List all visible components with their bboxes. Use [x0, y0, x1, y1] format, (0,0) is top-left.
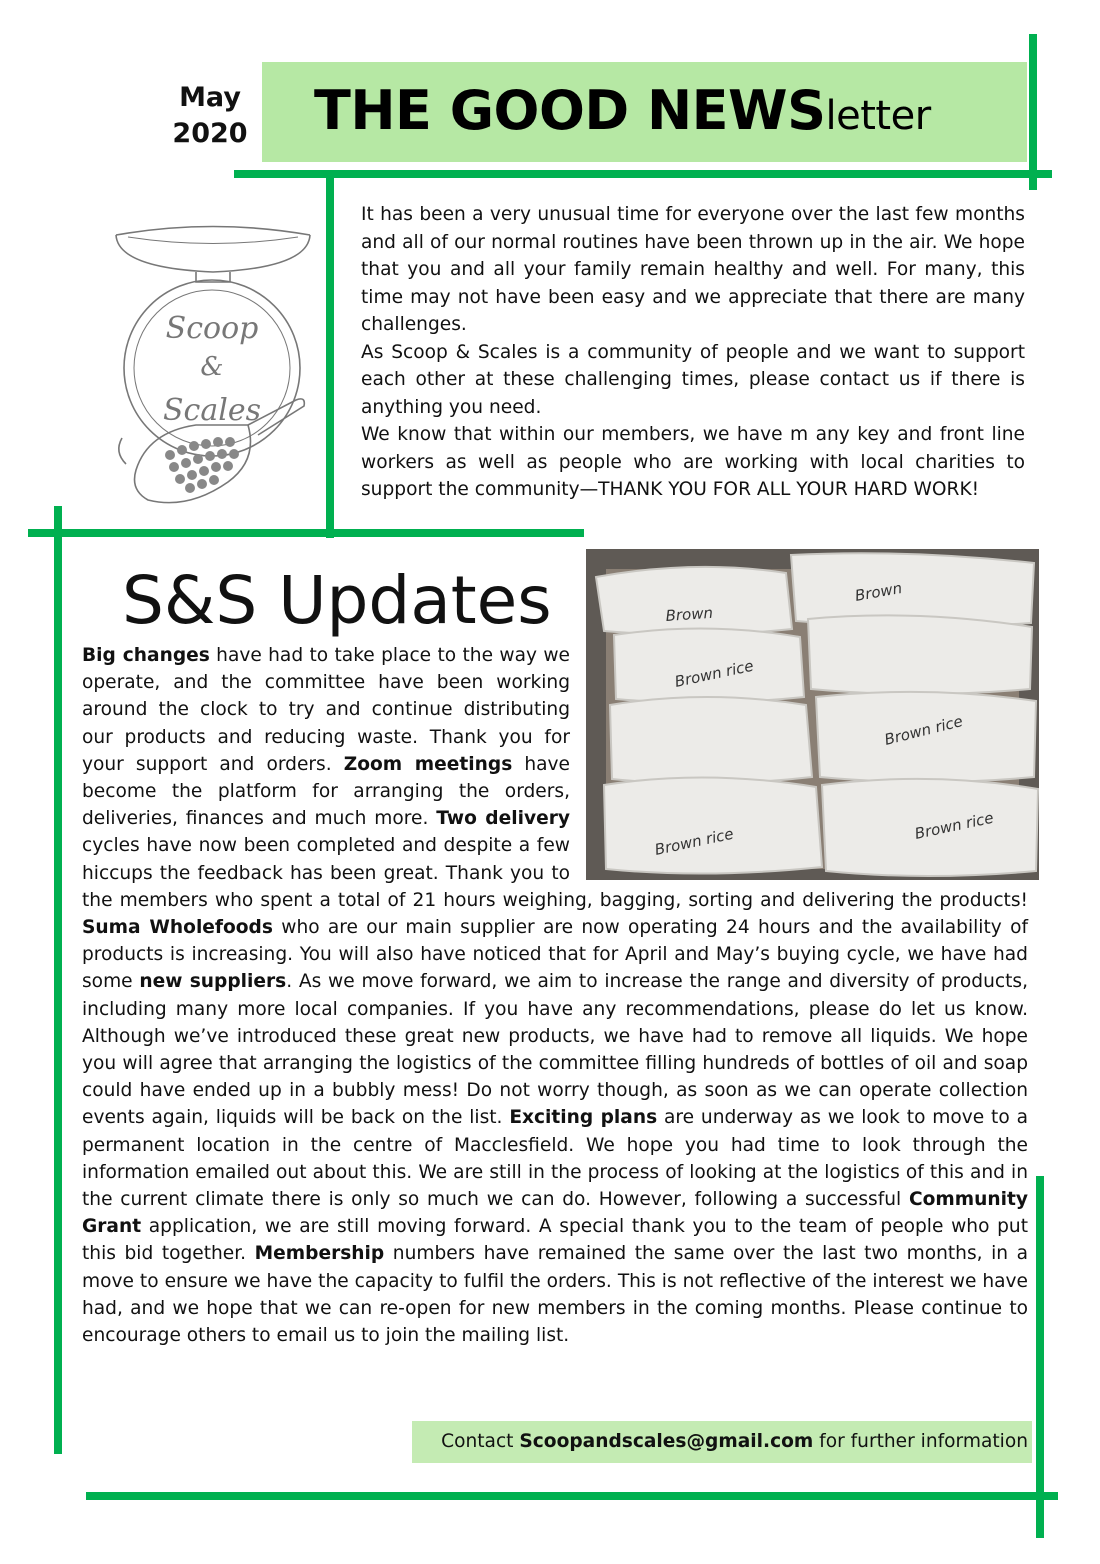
highlight: Membership	[254, 1243, 385, 1265]
intro-paragraph: As Scoop & Scales is a community of people and we want to support each other at these challenging times, please contact us if there is anything you need.	[361, 341, 1025, 418]
section-divider-bar	[28, 529, 584, 537]
intro-text	[361, 201, 1025, 504]
photo-label: Brown	[853, 578, 904, 605]
photo-label: Brown rice	[882, 712, 965, 749]
header-underline-bar	[234, 170, 1052, 178]
photo-label: Brown	[665, 603, 714, 625]
updates-heading: S&S Updates	[122, 562, 552, 639]
text-run: are underway as we look to move to a permanent location in the centre of Macclesfield. We hope you had time to look through the information emailed out about this. We are still in the process of looking at the logistics of this and in the current climate there is only so much we can do. However, following a successful	[82, 1107, 1028, 1211]
highlight: new suppliers	[139, 971, 287, 993]
footer-bar	[86, 1492, 1058, 1500]
text-run: application, we are still moving forward. A special thank you to the team of people who put this bid together.	[82, 1216, 1028, 1265]
left-vertical-bar	[54, 506, 62, 1454]
top-right-vertical-bar	[1029, 34, 1037, 190]
logo-text-line1: Scoop	[165, 311, 259, 346]
photo-label: Brown rice	[913, 808, 996, 843]
text-run: have become the platform for arranging the orders, deliveries, finances and much more.	[82, 753, 570, 830]
logo-text-line2: &	[200, 352, 224, 382]
photo-label: Brown rice	[653, 824, 736, 859]
text-run: have had to take place to the way we operate, and the committee have been working around the clock to try and continue distributing our products and reducing waste. Thank you for your support and orders.	[82, 645, 570, 775]
text-run: cycles have now been completed and despite a few hiccups the feedback has been great. Thank you to the members who spent a total of 21 hours weighing, bagging, sorting and delivering the products!	[82, 835, 1028, 911]
issue-month: May	[179, 82, 241, 113]
highlight: Zoom meetings	[343, 753, 513, 775]
highlight: Community Grant	[82, 1189, 1028, 1238]
highlight: Big changes	[82, 645, 210, 666]
updates-text	[82, 642, 1028, 1349]
photo-label: Brown rice	[673, 656, 756, 691]
title-suffix: letter	[825, 93, 931, 139]
intro-paragraph: It has been a very unusual time for everyone over the last few months and all of our normal routines have been thrown up in the air. We hope that you and all your family remain healthy and well. For many, this time may not have been easy and we appreciate that there are many challenges.	[361, 204, 1025, 335]
bottom-right-vertical-bar	[1036, 1176, 1044, 1538]
title-bold: THE GOOD NEWS	[314, 79, 826, 142]
intro-divider-bar	[326, 178, 334, 538]
newsletter-title	[314, 76, 931, 151]
title-band	[262, 62, 1027, 162]
scoop-and-scales-logo-icon	[108, 220, 318, 520]
contact-prefix: Contact	[441, 1431, 520, 1452]
logo-text-line3: Scales	[163, 393, 261, 428]
intro-paragraph: We know that within our members, we have m any key and front line workers as well as people who are working with local charities to support the community—THANK YOU FOR ALL YOUR HARD WORK!	[361, 424, 1025, 500]
highlight: Two delivery	[436, 808, 570, 830]
text-run: who are our main supplier are now operating 24 hours and the availability of products is increasing. You will also have noticed that for April and May’s buying cycle, we have had some	[82, 917, 1028, 993]
text-run: numbers have remained the same over the last two months, in a move to ensure we have the capacity to fulfil the orders. This is not reflective of the interest we have had, and we hope that we can re-open for new members in the coming months. Please continue to encourage others to email us to join the mailing list.	[82, 1243, 1029, 1347]
logo-drawing	[108, 220, 318, 520]
contact-email-link[interactable]: Scoopandscales@gmail.com	[519, 1431, 814, 1452]
contact-band	[412, 1421, 1032, 1463]
issue-year: 2020	[172, 118, 248, 149]
highlight: Exciting plans	[509, 1107, 658, 1129]
text-run: . As we move forward, we aim to increase the range and diversity of products, including many more local companies. If you have any recommendations, please do let us know. Although we’ve introduced these great new products, we have had to remove all liquids. We hope you will agree that arranging the logistics of the committee filling hundreds of bottles of oil and soap could have ended up in a bubbly mess! Do not worry though, as soon as we can operate collection events again, liquids will be back on the list.	[82, 971, 1028, 1129]
issue-date	[160, 80, 260, 152]
contact-suffix: for further information	[813, 1431, 1028, 1452]
highlight: Suma Wholefoods	[82, 917, 273, 939]
